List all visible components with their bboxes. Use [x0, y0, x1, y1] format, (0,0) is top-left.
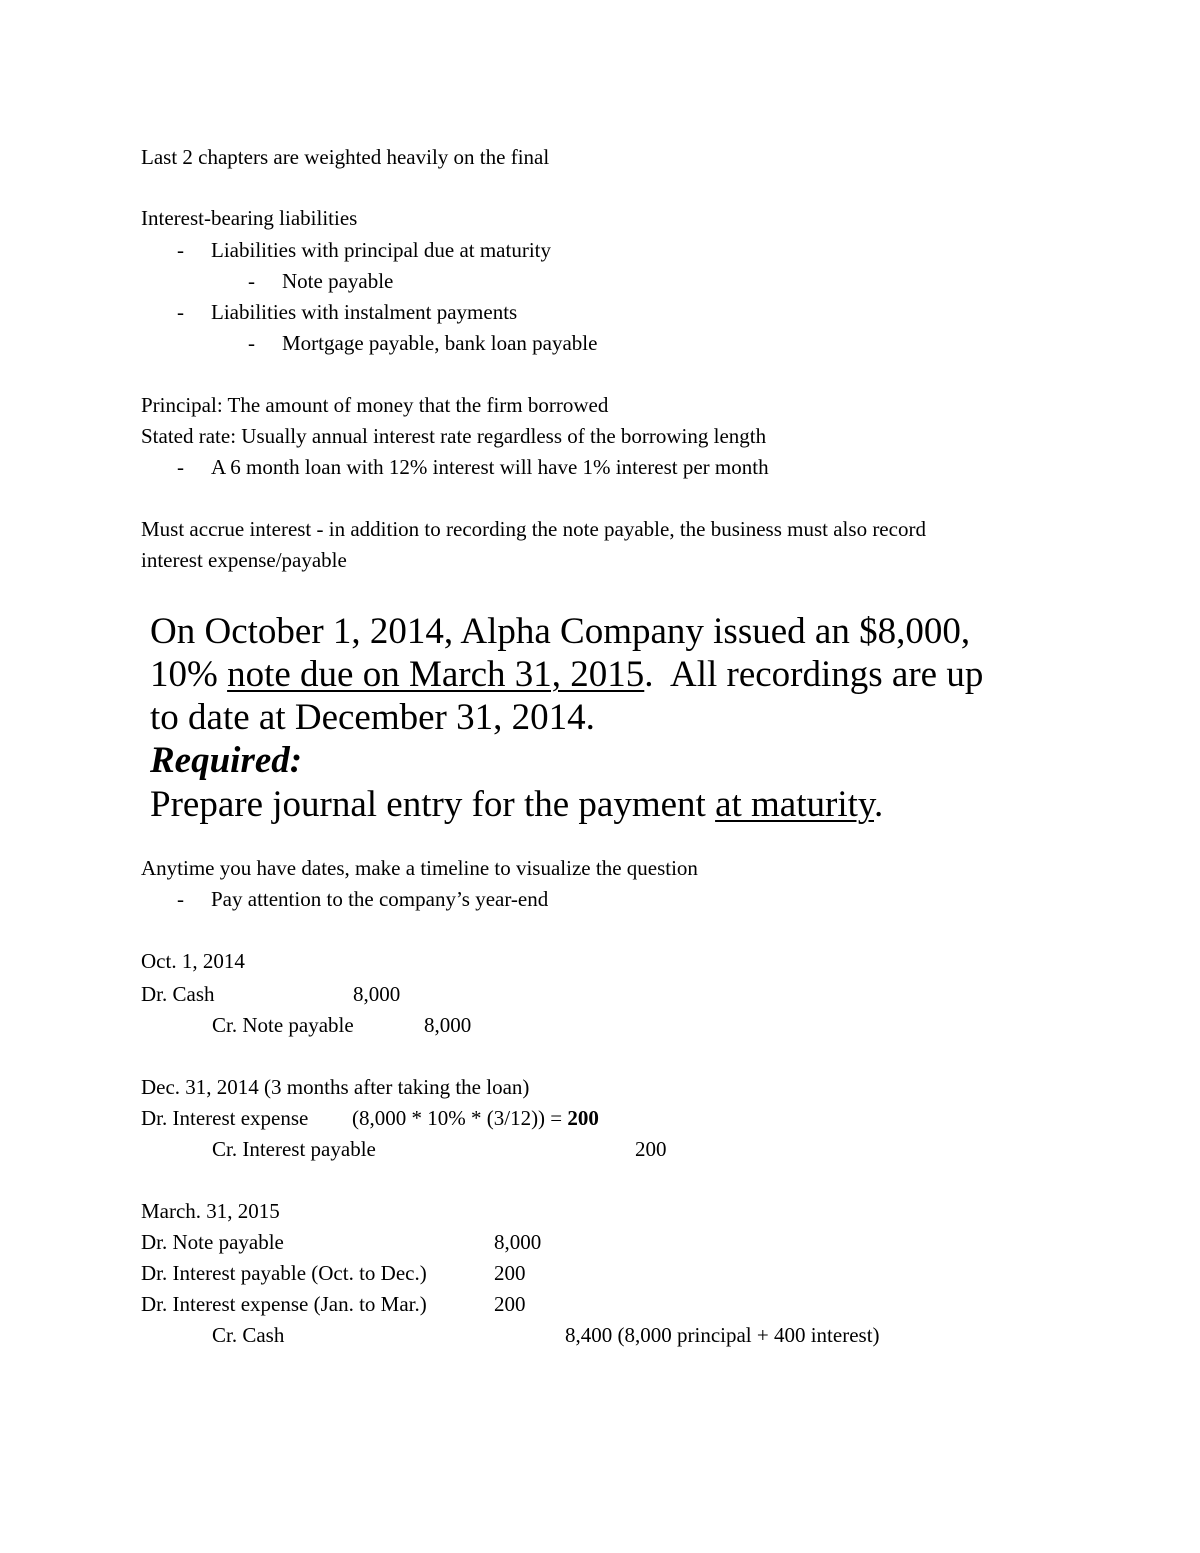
entry-dec-dr-label: Dr. Interest expense [141, 1106, 309, 1130]
entry-mar-dr2-amount: 200 [494, 1261, 526, 1285]
entry-mar-cr-amount: 8,400 (8,000 principal + 400 interest) [565, 1323, 880, 1347]
entry-oct-dr-amount: 8,000 [353, 982, 401, 1006]
liability-subitem-mortgage: Mortgage payable, bank loan payable [282, 331, 598, 355]
accrue-line-1: Must accrue interest - in addition to recording the note payable, the business must also record [141, 517, 926, 541]
entry-dec-calc [352, 1105, 599, 1131]
problem-line-3: to date at December 31, 2014. [150, 697, 595, 738]
entry-mar-dr1-label: Dr. Note payable [141, 1230, 284, 1254]
principal-definition: Principal: The amount of money that the firm borrowed [141, 393, 609, 417]
bullet-dash: - [177, 238, 184, 262]
problem-line-5 [150, 784, 883, 826]
entry-oct-date: Oct. 1, 2014 [141, 949, 245, 973]
entry-oct-dr-label: Dr. Cash [141, 982, 215, 1006]
entry-oct-cr-amount: 8,000 [424, 1013, 472, 1037]
entry-mar-dr1-amount: 8,000 [494, 1230, 542, 1254]
timeline-tip: Anytime you have dates, make a timeline to visualize the question [141, 856, 698, 880]
problem-due-date: note due on March 31, 2015 [227, 654, 645, 695]
problem-line-2-start: 10% [150, 654, 228, 695]
problem-line-5-end: . [874, 784, 884, 825]
bullet-dash: - [177, 455, 184, 479]
problem-line-2-end: . All recordings are up [644, 654, 984, 695]
bullet-dash: - [177, 300, 184, 324]
liabilities-heading: Interest-bearing liabilities [141, 206, 358, 230]
problem-line-5-start: Prepare journal entry for the payment [150, 784, 716, 825]
entry-dec-calc-expr: (8,000 * 10% * (3/12)) = [352, 1106, 568, 1130]
entry-mar-dr2-label: Dr. Interest payable (Oct. to Dec.) [141, 1261, 427, 1285]
problem-required: Required: [150, 740, 303, 781]
problem-line-2 [150, 654, 983, 696]
entry-mar-dr3-label: Dr. Interest expense (Jan. to Mar.) [141, 1292, 427, 1316]
entry-dec-cr-amount: 200 [635, 1137, 667, 1161]
timeline-sub: Pay attention to the company’s year-end [211, 887, 549, 911]
problem-at-maturity: at maturity [715, 784, 874, 825]
bullet-dash: - [248, 269, 255, 293]
entry-oct-cr-label: Cr. Note payable [212, 1013, 354, 1037]
entry-mar-dr3-amount: 200 [494, 1292, 526, 1316]
entry-mar-cr-label: Cr. Cash [212, 1323, 285, 1347]
entry-dec-cr-label: Cr. Interest payable [212, 1137, 376, 1161]
rate-example: A 6 month loan with 12% interest will have 1% interest per month [211, 455, 769, 479]
liability-item-instalment: Liabilities with instalment payments [211, 300, 518, 324]
bullet-dash: - [248, 331, 255, 355]
liability-item-principal: Liabilities with principal due at maturity [211, 238, 551, 262]
entry-mar-date: March. 31, 2015 [141, 1199, 280, 1223]
entry-dec-calc-result: 200 [567, 1106, 599, 1130]
accrue-line-2: interest expense/payable [141, 548, 347, 572]
intro-line: Last 2 chapters are weighted heavily on the final [141, 145, 550, 169]
problem-line-1: On October 1, 2014, Alpha Company issued an $8,000, [150, 611, 971, 652]
stated-rate-definition: Stated rate: Usually annual interest rate regardless of the borrowing length [141, 424, 767, 448]
bullet-dash: - [177, 887, 184, 911]
liability-subitem-note: Note payable [282, 269, 394, 293]
entry-dec-date: Dec. 31, 2014 (3 months after taking the loan) [141, 1075, 530, 1099]
